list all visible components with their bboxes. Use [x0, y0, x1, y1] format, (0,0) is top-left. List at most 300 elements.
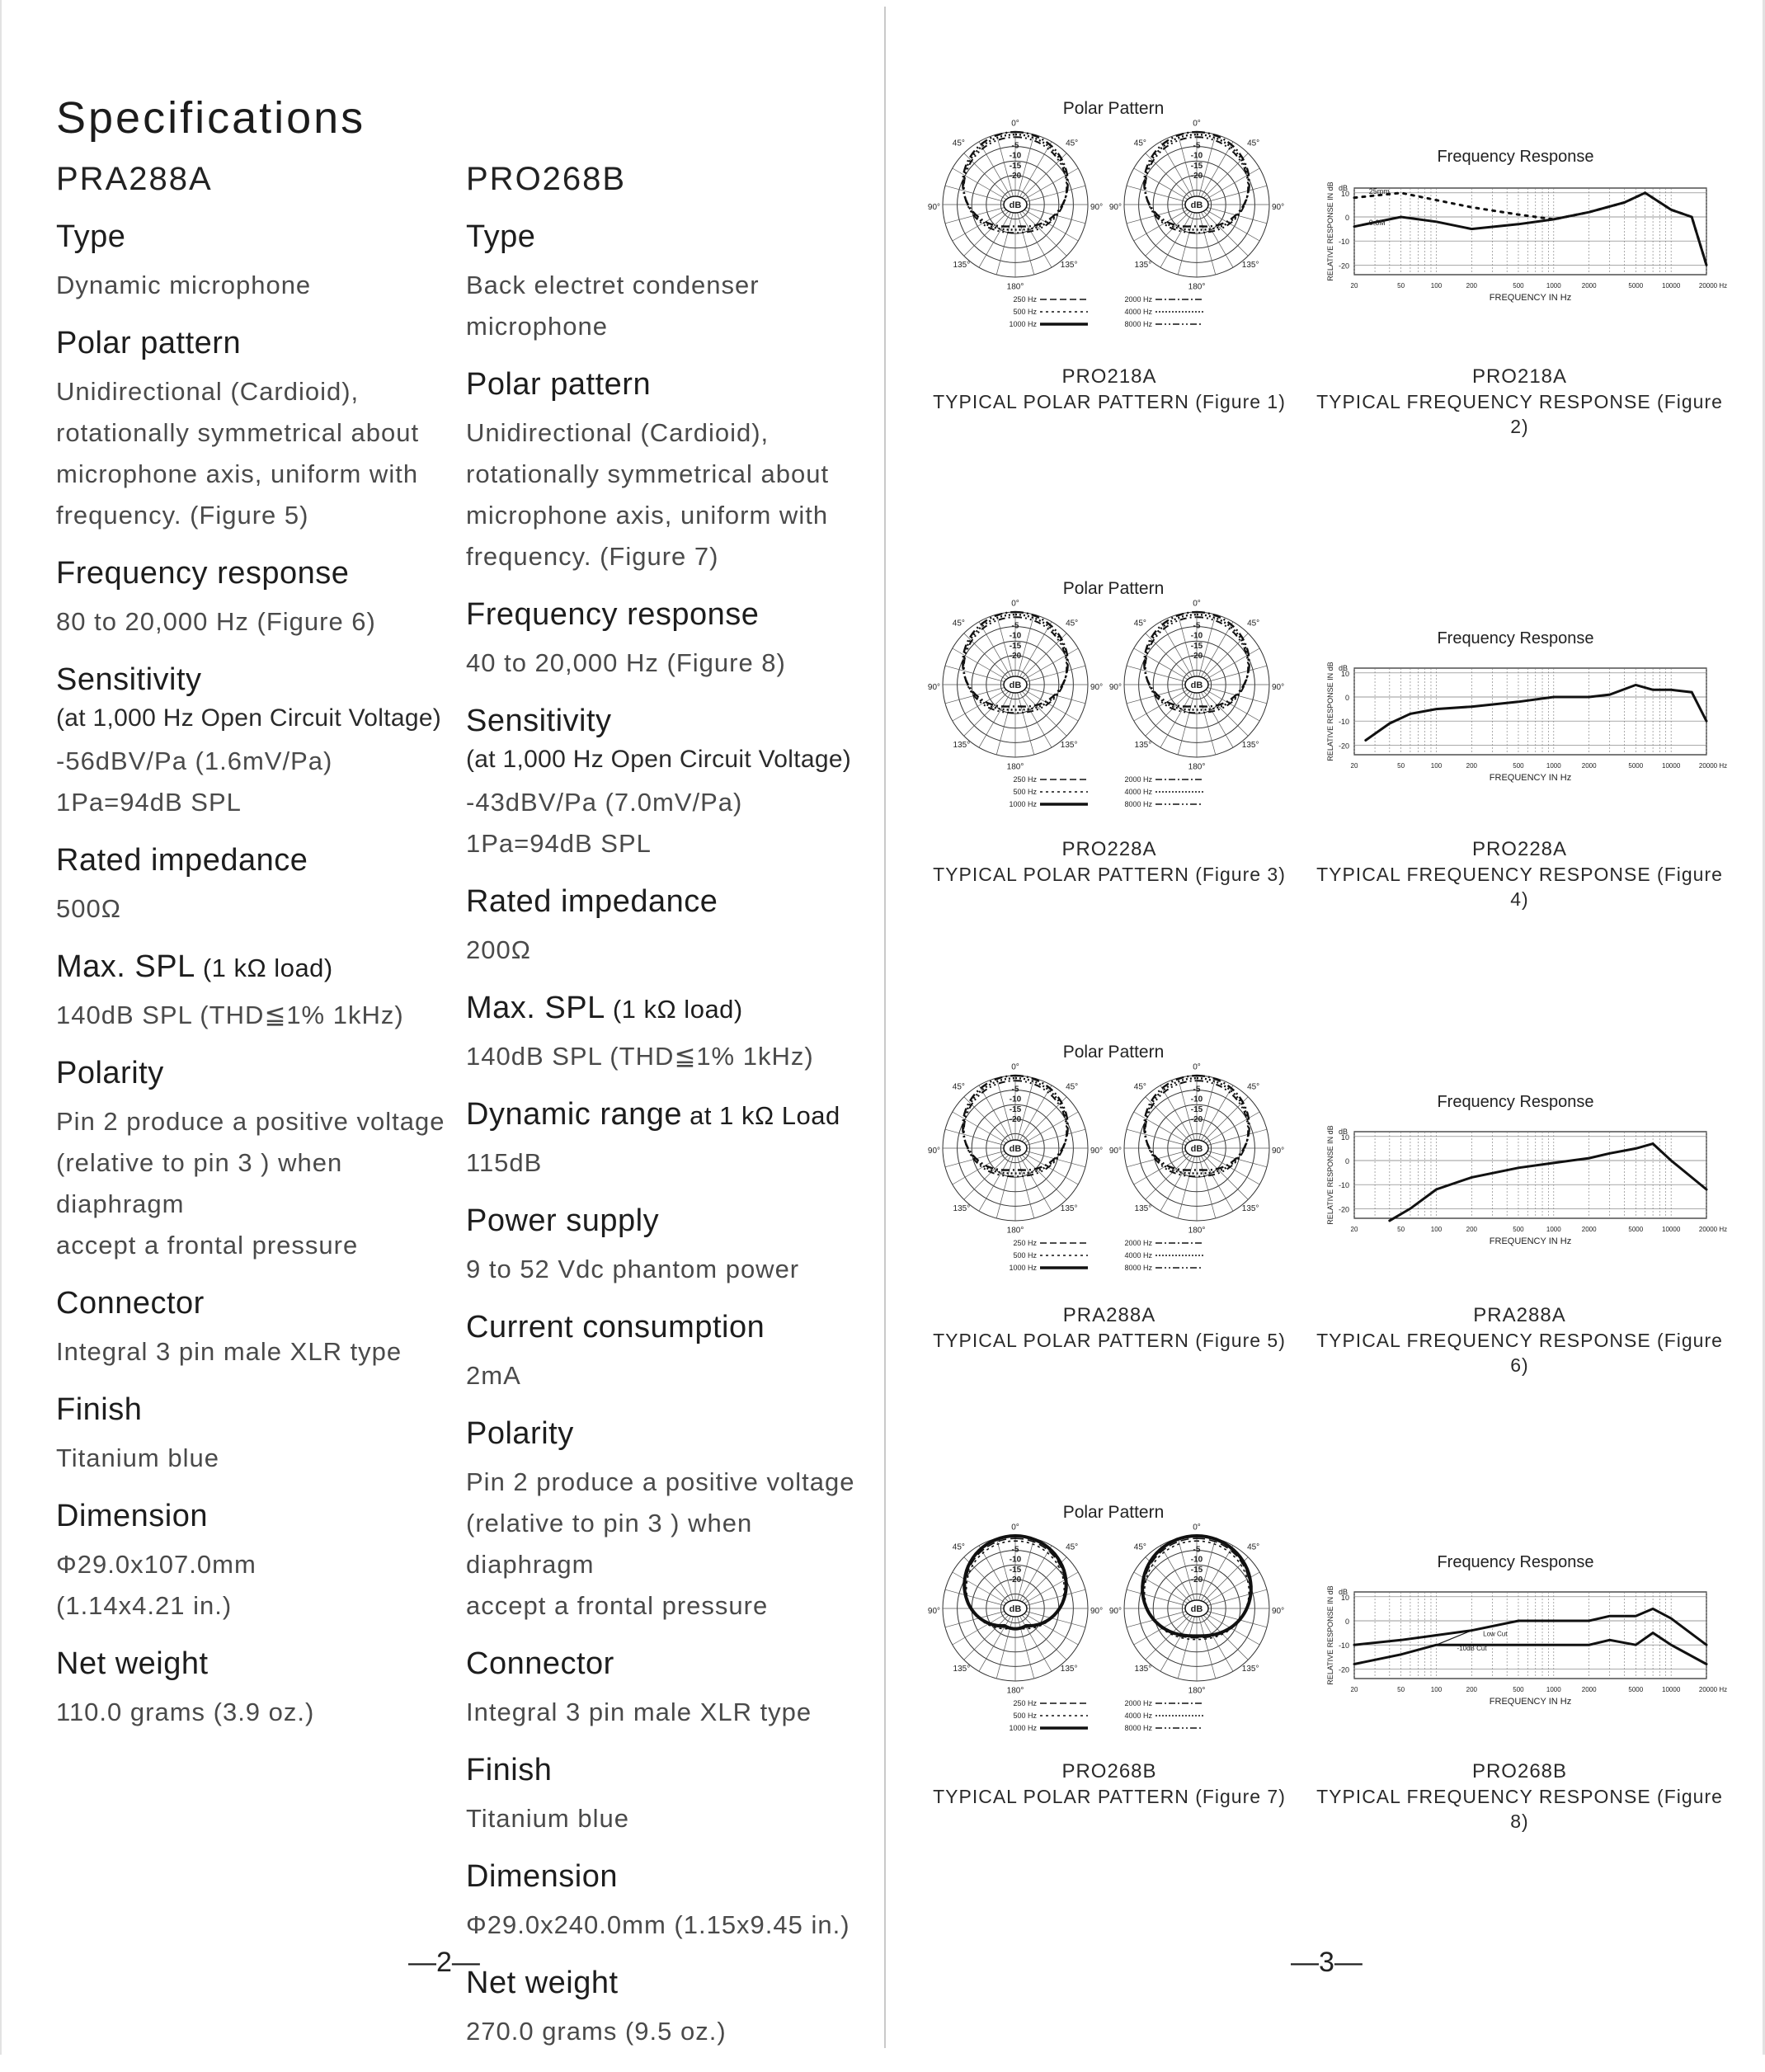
legend-label: 2000 Hz	[1124, 1239, 1152, 1247]
polar-spoke	[1178, 685, 1197, 755]
figure-model: PRO218A	[1061, 365, 1157, 388]
y-tick-label: -20	[1338, 1665, 1349, 1674]
spec-heading	[466, 1416, 878, 1452]
x-tick-label: 1000	[1546, 1686, 1561, 1693]
polar-angle-label: 135°	[1241, 741, 1259, 751]
polar-spoke	[979, 205, 1015, 267]
x-tick-label: 2000	[1581, 282, 1597, 290]
spec-heading-text: Sensitivity	[466, 704, 612, 738]
page-number-right: —3—	[1291, 1947, 1363, 1978]
spec-heading	[466, 597, 878, 633]
spec-heading	[466, 1097, 878, 1133]
polar-diagram	[928, 600, 1103, 772]
polar-angle-label: 0°	[1011, 599, 1019, 609]
polar-ring-label: -10	[1009, 1555, 1022, 1565]
polar-ring-label: -20	[1009, 1115, 1022, 1125]
spec-column-left	[56, 161, 468, 1753]
polar-ring-label: -20	[1009, 172, 1022, 181]
spec-heading-text: Current consumption	[466, 1310, 765, 1344]
frequency-figure	[1320, 97, 1728, 361]
legend-label: 8000 Hz	[1124, 1724, 1152, 1732]
x-tick-label: 2000	[1581, 1686, 1597, 1693]
polar-diagram	[1109, 1063, 1284, 1236]
polar-angle-label: 45°	[1247, 619, 1260, 629]
spec-heading	[56, 1499, 468, 1534]
spec-heading	[466, 1966, 878, 2001]
polar-title: Polar Pattern	[1062, 579, 1165, 598]
spec-heading	[466, 884, 878, 920]
spec-value: Φ29.0x107.0mm (1.14x4.21 in.)	[56, 1550, 257, 1620]
polar-angle-label: 45°	[1247, 1082, 1260, 1092]
x-tick-label: 1000	[1546, 1226, 1561, 1233]
legend-label: 4000 Hz	[1124, 1251, 1152, 1260]
polar-angle-label: 135°	[1241, 1665, 1259, 1674]
response-curve	[1354, 193, 1706, 265]
polar-diagram	[928, 1523, 1103, 1696]
polar-spoke	[1197, 1148, 1216, 1218]
polar-figure	[927, 577, 1291, 825]
polar-angle-label: 135°	[1060, 741, 1078, 751]
polar-ring-label: -10	[1190, 631, 1203, 641]
polar-ring-label: -5	[1011, 141, 1019, 151]
polar-angle-label: 45°	[1066, 1082, 1079, 1092]
polar-angle-label: 90°	[927, 1606, 941, 1616]
spec-heading	[466, 219, 878, 255]
spec-heading	[466, 1753, 878, 1788]
spec-section	[466, 367, 878, 577]
spec-heading-text: Net weight	[466, 1966, 619, 2000]
y-axis-title: RELATIVE RESPONSE IN dB	[1326, 1125, 1334, 1225]
x-tick-label: 20	[1350, 1686, 1358, 1693]
polar-ring-label: -20	[1009, 1575, 1022, 1585]
x-tick-label: 2000	[1581, 762, 1597, 770]
polar-angle-label: 90°	[927, 1146, 941, 1156]
spec-section	[56, 662, 468, 823]
polar-angle-label: 90°	[1271, 682, 1285, 692]
polar-ring-label: -5	[1193, 141, 1201, 151]
figure-caption	[928, 365, 1291, 414]
spec-heading-text: Dynamic range	[466, 1097, 683, 1132]
x-tick-label: 10000	[1662, 282, 1681, 290]
figure-model: PRO268B	[1471, 1760, 1568, 1782]
legend-label: 250 Hz	[1013, 775, 1037, 784]
response-curve	[1354, 193, 1706, 265]
polar-spoke	[1015, 153, 1066, 205]
polar-diagram	[1109, 600, 1284, 772]
x-tick-label: 20000 Hz	[1698, 762, 1728, 770]
spec-section	[56, 219, 468, 306]
polar-angle-label: 90°	[1108, 1606, 1123, 1616]
polar-spoke	[1015, 205, 1066, 256]
legend-label: 1000 Hz	[1009, 1264, 1037, 1272]
polar-angle-label: 0°	[1193, 1062, 1201, 1072]
polar-chart	[927, 1501, 1291, 1749]
figure-model: PRA288A	[1473, 1304, 1566, 1326]
spec-heading-text: Polarity	[56, 1056, 164, 1090]
polar-angle-label: 45°	[1247, 1542, 1260, 1552]
spec-heading	[56, 949, 468, 985]
polar-spoke	[1197, 1608, 1233, 1671]
spec-heading	[56, 662, 468, 698]
polar-ring-label: -5	[1011, 1085, 1019, 1095]
polar-angle-label: 135°	[1060, 1204, 1078, 1214]
polar-angle-label: 135°	[1134, 261, 1152, 271]
polar-spoke	[1015, 633, 1066, 685]
x-tick-label: 100	[1430, 282, 1443, 290]
x-tick-label: 10000	[1662, 762, 1681, 770]
spec-section	[466, 1416, 878, 1627]
polar-angle-label: 90°	[927, 682, 941, 692]
frequency-title: Frequency Response	[1437, 1553, 1594, 1571]
spec-section	[56, 843, 468, 930]
y-axis-title: RELATIVE RESPONSE IN dB	[1326, 1585, 1334, 1685]
polar-angle-label: 45°	[1133, 619, 1146, 629]
polar-ring-label: -15	[1009, 641, 1022, 651]
polar-angle-label: 45°	[1133, 1542, 1146, 1552]
polar-title: Polar Pattern	[1062, 99, 1165, 118]
spec-heading-qualifier: at 1 kΩ Load	[682, 1101, 840, 1130]
polar-angle-label: 0°	[1193, 119, 1201, 129]
legend-label: 500 Hz	[1013, 1712, 1037, 1720]
x-tick-label: 20000 Hz	[1698, 1226, 1728, 1233]
spec-heading-qualifier: (1 kΩ load)	[605, 995, 743, 1024]
x-tick-label: 500	[1513, 1686, 1524, 1693]
spec-heading	[56, 1056, 468, 1091]
figure-model: PRO218A	[1471, 365, 1568, 388]
polar-angle-label: 135°	[953, 1665, 971, 1674]
frequency-chart	[1320, 1501, 1728, 1765]
spec-section	[466, 1966, 878, 2052]
spec-note: (at 1,000 Hz Open Circuit Voltage)	[466, 746, 852, 773]
legend-label: 8000 Hz	[1124, 800, 1152, 808]
figure-caption	[928, 1303, 1291, 1353]
spec-heading-text: Power supply	[466, 1203, 660, 1238]
spec-value: Φ29.0x240.0mm (1.15x9.45 in.)	[466, 1910, 850, 1939]
y-tick-label: 10	[1340, 189, 1349, 198]
x-tick-label: 100	[1430, 1686, 1443, 1693]
spec-section	[466, 991, 878, 1077]
polar-angle-label: 90°	[1090, 202, 1104, 212]
polar-diagram	[1109, 120, 1284, 292]
polar-angle-label: 135°	[953, 741, 971, 751]
polar-spoke	[1015, 1148, 1052, 1211]
polar-angle-label: 135°	[953, 261, 971, 271]
spec-note: (at 1,000 Hz Open Circuit Voltage)	[56, 704, 442, 732]
polar-angle-label: 0°	[1011, 1523, 1019, 1533]
x-tick-label: 50	[1397, 762, 1405, 770]
spec-section	[466, 1310, 878, 1396]
x-axis-title: FREQUENCY IN Hz	[1489, 293, 1572, 303]
x-tick-label: 20	[1350, 1226, 1358, 1233]
y-tick-label: -20	[1338, 1205, 1349, 1214]
spec-heading	[466, 1859, 878, 1895]
plot-frame	[1354, 1592, 1706, 1679]
polar-angle-label: 180°	[1188, 1226, 1206, 1236]
x-tick-label: 20000 Hz	[1698, 282, 1728, 290]
y-tick-label: 0	[1344, 1157, 1349, 1166]
frequency-chart	[1320, 97, 1728, 361]
x-tick-label: 5000	[1628, 762, 1644, 770]
y-tick-label: 10	[1340, 1133, 1349, 1142]
legend-label: 2000 Hz	[1124, 1699, 1152, 1707]
y-tick-label: dB	[1338, 1128, 1348, 1136]
legend-label: 250 Hz	[1013, 1239, 1037, 1247]
page-title: Specifications	[56, 93, 366, 143]
polar-spoke	[1160, 205, 1197, 267]
polar-spoke	[1197, 205, 1248, 256]
polar-chart	[927, 97, 1291, 345]
spec-value: 40 to 20,000 Hz (Figure 8)	[466, 648, 786, 677]
spec-heading-qualifier: (1 kΩ load)	[195, 954, 333, 982]
spec-section	[466, 1859, 878, 1946]
spec-value: 2mA	[466, 1361, 521, 1390]
legend-label: 4000 Hz	[1124, 1712, 1152, 1720]
polar-ring-label: -15	[1190, 161, 1203, 171]
spec-heading-text: Polar pattern	[56, 326, 242, 360]
curve-annotation: 0.6M	[1368, 218, 1386, 227]
polar-angle-label: 135°	[1060, 1665, 1078, 1674]
spec-value: Titanium blue	[466, 1804, 629, 1833]
polar-spoke	[1015, 1557, 1066, 1608]
polar-spoke	[979, 1148, 1015, 1211]
polar-angle-label: 45°	[952, 139, 965, 148]
polar-spoke	[1015, 1608, 1066, 1660]
spec-section	[466, 1203, 878, 1290]
model-name: PRA288A	[56, 161, 213, 197]
polar-spoke	[996, 1148, 1015, 1218]
spec-heading-text: Max. SPL	[466, 991, 605, 1025]
polar-ring-label: -15	[1190, 1565, 1203, 1575]
polar-angle-label: 180°	[1006, 282, 1024, 292]
polar-angle-label: 90°	[1271, 1146, 1285, 1156]
y-tick-label: dB	[1338, 1588, 1348, 1596]
figure-model: PRA288A	[1062, 1304, 1156, 1326]
spec-heading	[466, 1310, 878, 1345]
frequency-chart	[1320, 1041, 1728, 1305]
spec-value: Unidirectional (Cardioid), rotationally symmetrical about microphone axis, uniform with frequency. (Figure 7)	[466, 418, 830, 571]
figure-caption	[928, 1759, 1291, 1809]
spec-heading	[466, 991, 878, 1026]
legend-label: 8000 Hz	[1124, 320, 1152, 328]
polar-ring-label: -5	[1011, 621, 1019, 631]
polar-spoke	[1197, 633, 1248, 685]
spec-section	[56, 1646, 468, 1733]
polar-angle-label: 135°	[1134, 741, 1152, 751]
spec-section	[466, 884, 878, 971]
polar-spoke	[1197, 685, 1248, 736]
polar-spoke	[1178, 1148, 1197, 1218]
spec-value: Integral 3 pin male XLR type	[466, 1698, 812, 1726]
y-tick-label: dB	[1338, 184, 1348, 192]
response-curve	[1354, 1608, 1706, 1645]
polar-spoke	[1178, 1608, 1197, 1679]
polar-spoke	[1160, 1608, 1197, 1671]
spec-heading	[466, 1646, 878, 1682]
figure-caption	[928, 837, 1291, 887]
polar-figure	[927, 1041, 1291, 1288]
polar-angle-label: 180°	[1006, 1686, 1024, 1696]
polar-spoke	[1015, 685, 1052, 747]
polar-spoke	[1197, 153, 1248, 205]
spec-heading-text: Rated impedance	[466, 884, 718, 919]
polar-angle-label: 135°	[1134, 1204, 1152, 1214]
legend-label: 8000 Hz	[1124, 1264, 1152, 1272]
polar-angle-label: 0°	[1011, 1062, 1019, 1072]
polar-angle-label: 135°	[1241, 1204, 1259, 1214]
frequency-title: Frequency Response	[1437, 629, 1594, 648]
spec-section	[466, 1097, 878, 1184]
figure-model: PRO228A	[1471, 838, 1568, 860]
spec-value: Titanium blue	[56, 1443, 219, 1472]
response-curve	[1390, 1144, 1706, 1221]
x-tick-label: 10000	[1662, 1226, 1681, 1233]
polar-angle-label: 45°	[952, 1082, 965, 1092]
polar-angle-label: 90°	[1090, 1146, 1104, 1156]
polar-angle-label: 90°	[1108, 202, 1123, 212]
x-axis-title: FREQUENCY IN Hz	[1489, 773, 1572, 783]
spec-section	[56, 1499, 468, 1627]
spec-value: Unidirectional (Cardioid), rotationally symmetrical about microphone axis, uniform with frequency. (Figure 5)	[56, 377, 420, 530]
spec-heading-text: Dimension	[466, 1859, 619, 1894]
spec-heading-text: Finish	[56, 1392, 143, 1427]
y-tick-label: 10	[1340, 1593, 1349, 1602]
polar-spoke	[1015, 1148, 1034, 1218]
spec-section	[56, 1286, 468, 1373]
y-axis-title: RELATIVE RESPONSE IN dB	[1326, 662, 1334, 761]
spec-heading	[56, 1286, 468, 1321]
spec-heading-text: Rated impedance	[56, 843, 308, 878]
spec-heading-text: Dimension	[56, 1499, 209, 1533]
polar-spoke	[979, 685, 1015, 747]
polar-spoke	[1015, 685, 1034, 755]
polar-figure	[927, 1501, 1291, 1749]
polar-spoke	[996, 1608, 1015, 1679]
spec-heading	[56, 1392, 468, 1428]
spec-value: 110.0 grams (3.9 oz.)	[56, 1698, 315, 1726]
polar-ring-label: -5	[1011, 1545, 1019, 1555]
figure-caption-text: TYPICAL FREQUENCY RESPONSE (Figure 6)	[1316, 1330, 1723, 1376]
polar-spoke	[1015, 205, 1052, 267]
polar-chart	[927, 577, 1291, 825]
spec-value: -56dBV/Pa (1.6mV/Pa) 1Pa=94dB SPL	[56, 746, 333, 817]
legend-label: 1000 Hz	[1009, 1724, 1037, 1732]
polar-ring-label: -5	[1193, 1545, 1201, 1555]
figure-caption-text: TYPICAL POLAR PATTERN (Figure 5)	[933, 1330, 1286, 1351]
polar-diagram	[928, 120, 1103, 292]
figure-caption-text: TYPICAL FREQUENCY RESPONSE (Figure 8)	[1316, 1786, 1723, 1832]
polar-angle-label: 180°	[1188, 282, 1206, 292]
spec-sections	[56, 219, 468, 1733]
polar-angle-label: 180°	[1188, 762, 1206, 772]
spec-value: 140dB SPL (THD≦1% 1kHz)	[56, 1001, 404, 1029]
plot-frame	[1354, 668, 1706, 755]
polar-spoke	[1197, 1148, 1248, 1199]
spec-heading-text: Connector	[56, 1286, 205, 1321]
legend-label: 2000 Hz	[1124, 775, 1152, 784]
polar-angle-label: 180°	[1188, 1686, 1206, 1696]
spec-heading	[56, 843, 468, 878]
legend-label: 1000 Hz	[1009, 800, 1037, 808]
polar-angle-label: 45°	[952, 1542, 965, 1552]
spec-section	[56, 1392, 468, 1479]
legend-label: 500 Hz	[1013, 788, 1037, 796]
polar-angle-label: 135°	[1241, 261, 1259, 271]
spec-value: 500Ω	[56, 894, 121, 923]
figure-caption	[1311, 1303, 1728, 1377]
figure-caption	[1311, 837, 1728, 911]
polar-spoke	[1197, 205, 1216, 275]
polar-spoke	[1197, 685, 1233, 747]
spec-value: -43dBV/Pa (7.0mV/Pa) 1Pa=94dB SPL	[466, 788, 743, 858]
polar-ring-label: -15	[1009, 161, 1022, 171]
polar-angle-label: 135°	[1060, 261, 1078, 271]
response-curve	[1354, 1630, 1706, 1665]
spec-section	[466, 597, 878, 684]
polar-ring-label: -10	[1190, 151, 1203, 161]
y-tick-label: -10	[1338, 1181, 1349, 1190]
spec-heading-text: Finish	[466, 1753, 553, 1787]
polar-ring-label: -20	[1190, 1575, 1203, 1585]
spec-heading-text: Type	[466, 219, 536, 254]
x-tick-label: 5000	[1628, 1686, 1644, 1693]
x-tick-label: 5000	[1628, 1226, 1644, 1233]
legend-label: 250 Hz	[1013, 295, 1037, 304]
polar-spoke	[1146, 1557, 1197, 1608]
polar-angle-label: 180°	[1006, 1226, 1024, 1236]
spec-section	[466, 1646, 878, 1733]
spec-value: Pin 2 produce a positive voltage (relative to pin 3 ) when diaphragm accept a frontal pressure	[56, 1107, 445, 1260]
polar-spoke	[1015, 1608, 1034, 1679]
x-tick-label: 50	[1397, 1226, 1405, 1233]
polar-angle-label: 135°	[953, 1204, 971, 1214]
polar-angle-label: 45°	[1066, 619, 1079, 629]
polar-db-label: dB	[1009, 200, 1022, 210]
y-tick-label: -10	[1338, 1641, 1349, 1651]
polar-diagram	[1109, 1523, 1284, 1696]
polar-angle-label: 45°	[952, 619, 965, 629]
polar-db-label: dB	[1009, 680, 1022, 690]
polar-chart	[927, 1041, 1291, 1288]
polar-ring-label: -15	[1009, 1104, 1022, 1114]
polar-title: Polar Pattern	[1062, 1043, 1165, 1062]
y-tick-label: 0	[1344, 1618, 1349, 1626]
polar-ring-label: -20	[1009, 652, 1022, 662]
polar-ring-label: -10	[1009, 151, 1022, 161]
polar-angle-label: 45°	[1133, 139, 1146, 148]
x-tick-label: 10000	[1662, 1686, 1681, 1693]
spec-value: 80 to 20,000 Hz (Figure 6)	[56, 607, 376, 636]
polar-angle-label: 180°	[1006, 762, 1024, 772]
polar-ring-label: -15	[1009, 1565, 1022, 1575]
response-curve	[1354, 1608, 1706, 1664]
x-tick-label: 20000 Hz	[1698, 1686, 1728, 1693]
polar-figure	[927, 97, 1291, 345]
polar-spoke	[1197, 205, 1233, 267]
polar-spoke	[1015, 1148, 1066, 1199]
spec-value: Pin 2 produce a positive voltage (relative to pin 3 ) when diaphragm accept a frontal pressure	[466, 1467, 855, 1620]
spec-heading	[56, 556, 468, 591]
spec-heading	[466, 367, 878, 403]
x-tick-label: 2000	[1581, 1226, 1597, 1233]
polar-angle-label: 0°	[1011, 119, 1019, 129]
spec-section	[56, 1056, 468, 1266]
spec-value: 270.0 grams (9.5 oz.)	[466, 2017, 727, 2046]
polar-db-label: dB	[1190, 200, 1203, 210]
figure-caption	[1311, 1759, 1728, 1834]
spec-heading	[56, 1646, 468, 1682]
y-tick-label: 0	[1344, 694, 1349, 702]
y-tick-label: -10	[1338, 238, 1349, 247]
